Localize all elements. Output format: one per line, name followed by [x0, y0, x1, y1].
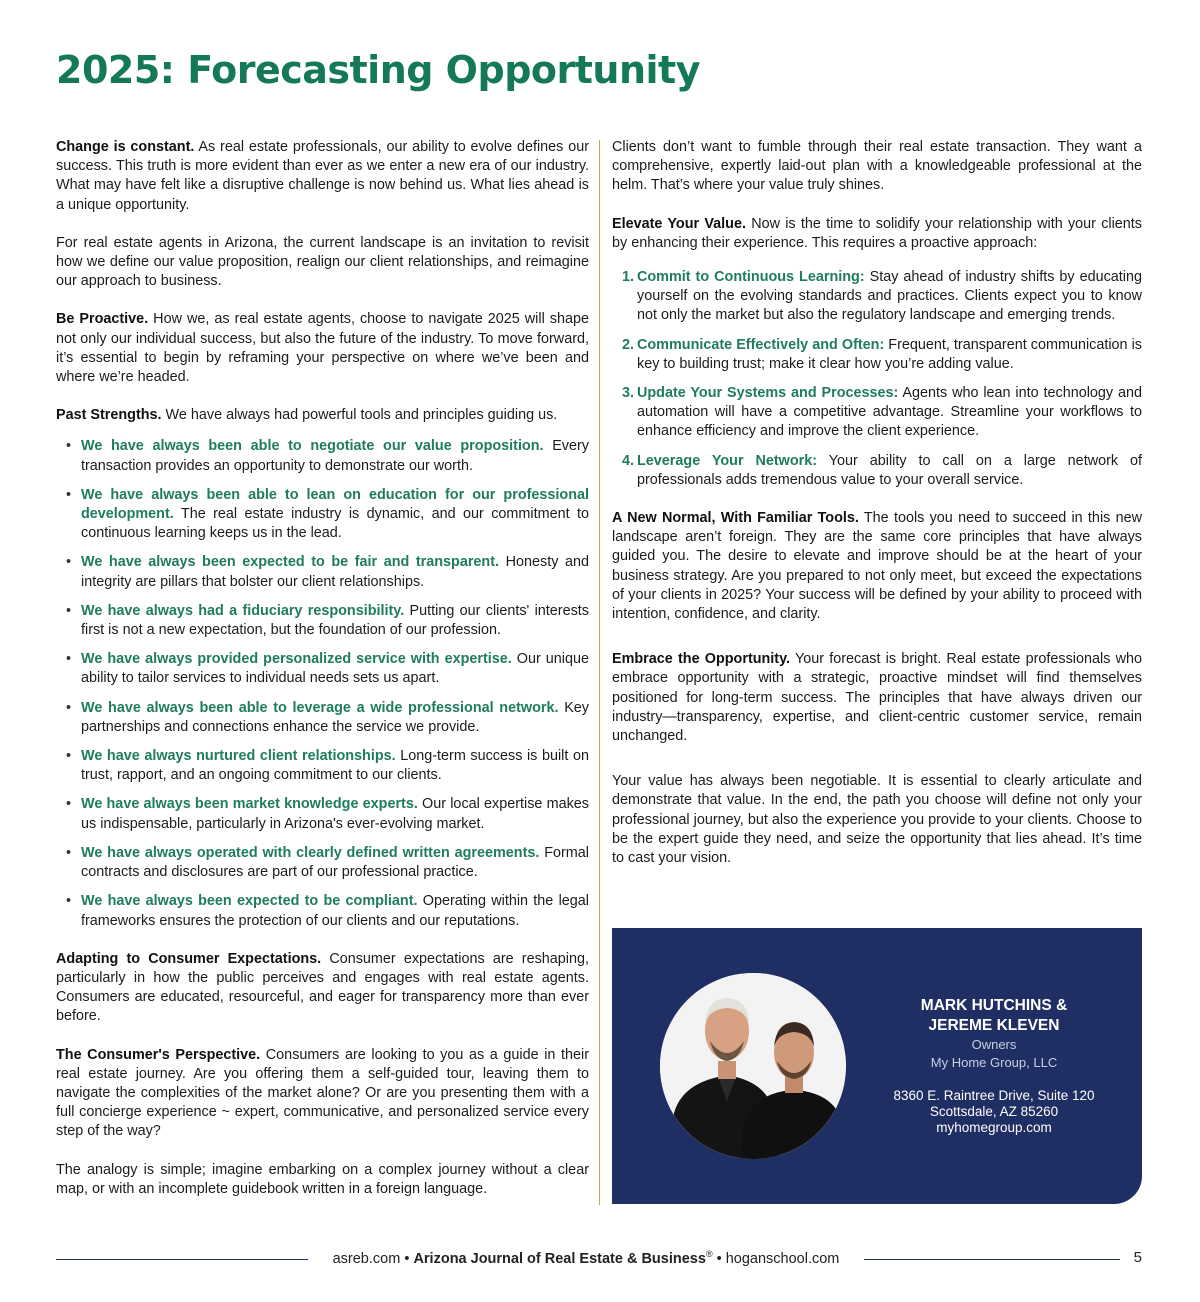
- address-line: 8360 E. Raintree Drive, Suite 120: [893, 1088, 1095, 1103]
- body-text: Your value has always been negotiable. It is essential to clearly articulate and demonstrate that value. In the end, the path you choose will define not only your professional journey, but also the experience you provide to your clients. Choose to be the expert guide they need, and seize the opportunity that lies ahead. It’s time to cast your vision.: [612, 773, 1142, 867]
- list-item-lead: We have always operated with clearly defined written agreements.: [81, 844, 540, 861]
- body-text: As real estate professionals, our ability to evolve defines our success. This truth is more evident than ever as we enter a new era of our industry. What may have felt like a disruptive challenge is now behind us. What lies ahead is a unique opportunity.: [56, 139, 589, 213]
- step-number: 4.: [622, 452, 635, 469]
- list-item-lead: We have always been expected to be fair and transparent.: [81, 554, 500, 571]
- list-item: [81, 747, 589, 785]
- agent-names: [872, 996, 1116, 1036]
- journal-name: Arizona Journal of Real Estate & Business: [413, 1250, 706, 1267]
- list-item-text: Long-term success is built on trust, rapport, and an ongoing commitment to our clients.: [81, 748, 589, 784]
- right-column: [612, 138, 1142, 887]
- list-item-text: Our local expertise makes us indispensable, particularly in Arizona's ever-evolving market.: [81, 796, 590, 832]
- company-name: My Home Group, LLC: [930, 1055, 1058, 1070]
- agent-role: Owners: [971, 1037, 1017, 1052]
- footer-separator: •: [716, 1250, 722, 1267]
- paragraph-elevate-value: [612, 215, 1142, 253]
- list-item-text: The real estate industry is dynamic, and our commitment to continuous learning keeps us in the lead.: [81, 506, 589, 542]
- lead-text: The Consumer's Perspective.: [56, 1046, 261, 1063]
- body-text: For real estate agents in Arizona, the current landscape is an invitation to revisit how we define our value proposition, realign our client relationships, and reimagine our approach to business.: [56, 234, 589, 290]
- body-text: The analogy is simple; imagine embarking on a complex journey without a clear map, or with an incomplete guidebook written in a foreign language.: [56, 1161, 589, 1197]
- list-item-text: Our unique ability to tailor services to individual needs sets us apart.: [81, 651, 589, 687]
- list-item-lead: Leverage Your Network:: [637, 452, 818, 469]
- body-text: Your forecast is bright. Real estate professionals who embrace opportunity with a strategic, proactive mindset will find themselves positioned for long-term success. The principles that have always driven our industry—transparency, expertise, and client-centric customer service, remain unchanged.: [612, 651, 1143, 745]
- list-item-lead: Update Your Systems and Processes:: [637, 385, 899, 402]
- lead-text: A New Normal, With Familiar Tools.: [612, 510, 859, 527]
- agent-card: [612, 928, 1142, 1204]
- paragraph-embrace-opportunity: [612, 650, 1142, 746]
- footer-rule: [864, 1259, 1120, 1260]
- agent-card-details: [872, 996, 1116, 1136]
- paragraph-consumer-perspective: [56, 1046, 589, 1142]
- list-item: [81, 650, 589, 688]
- list-item-lead: We have always provided personalized service with expertise.: [81, 651, 512, 668]
- list-item-lead: We have always had a fiduciary responsibility.: [81, 602, 405, 619]
- footer-site-link[interactable]: hoganschool.com: [725, 1250, 840, 1267]
- page-title: 2025: Forecasting Opportunity: [56, 48, 700, 92]
- paragraph-change-is-constant: [56, 138, 589, 215]
- lead-text: Be Proactive.: [56, 311, 149, 328]
- lead-text: Embrace the Opportunity.: [612, 651, 791, 668]
- list-item-lead: We have always been able to negotiate our value proposition.: [81, 438, 544, 455]
- list-item-lead: Communicate Effectively and Often:: [637, 336, 885, 353]
- strengths-list: [56, 437, 589, 930]
- list-item-text: Every transaction provides an opportunity to demonstrate our worth.: [81, 438, 589, 474]
- step-number: 1.: [622, 269, 635, 286]
- list-item: [81, 795, 589, 833]
- body-text: The tools you need to succeed in this new landscape aren’t foreign. They are the same core principles that have always guided you. The desire to elevate and improve should be at the heart of your business strategy. Are you prepared to not only meet, but exceed the expectations of your clients in 2025? Your success will be defined by your ability to proceed with intention, confidence, and clarity.: [612, 510, 1142, 623]
- body-text: Now is the time to solidify your relationship with your clients by enhancing their experience. This requires a proactive approach:: [612, 215, 1142, 251]
- page-footer: [56, 1248, 1142, 1270]
- list-item-text: Your ability to call on a large network of professionals adds tremendous value to your overall service.: [637, 452, 1142, 488]
- paragraph-past-strengths: [56, 406, 589, 425]
- list-item: [81, 844, 589, 882]
- list-item: [81, 892, 589, 930]
- footer-site-link[interactable]: asreb.com: [332, 1250, 401, 1267]
- steps-list: [612, 268, 1142, 490]
- body-text: How we, as real estate agents, choose to navigate 2025 will shape not only our individual success, but also the future of the industry. To move forward, it’s essential to begin by reframing your perspective on where we’ve been and where we’re headed.: [56, 311, 589, 386]
- list-item: [81, 486, 589, 544]
- paragraph-be-proactive: [56, 310, 589, 387]
- agent-name: JEREME KLEVEN: [928, 1017, 1060, 1034]
- paragraph-your-value: [612, 772, 1142, 868]
- agent-address: [872, 1088, 1116, 1136]
- step-number: 3.: [622, 385, 635, 402]
- list-item-text: Key partnerships and connections enhance the service we provide.: [81, 699, 589, 735]
- footer-rule: [56, 1259, 308, 1260]
- body-text: Consumers are looking to you as a guide in their real estate journey. Are you offering them a self-guided tour, leaving them to navigate the complexities of the market alone? Or are you presenting them with a full concierge experience ~ expert, communicative, and personalized service every step of the way?: [56, 1046, 589, 1140]
- list-item-text: Frequent, transparent communication is key to building trust; make it clear how you’re adding value.: [637, 336, 1142, 372]
- paragraph-clients: [612, 138, 1142, 196]
- list-item-lead: We have always been expected to be compliant.: [81, 893, 418, 910]
- paragraph-analogy: [56, 1161, 589, 1199]
- list-item-text: Honesty and integrity are pillars that bolster our client relationships.: [81, 554, 589, 590]
- paragraph-new-normal: [612, 509, 1142, 624]
- step-number: 2.: [622, 336, 635, 353]
- footer-credits: [318, 1249, 854, 1267]
- list-item-text: Agents who lean into technology and automation will have a competitive advantage. Streamline your workflows to enhance efficiency and improve the client experience.: [637, 385, 1142, 440]
- agents-portrait-illustration: [660, 973, 846, 1159]
- agent-name: MARK HUTCHINS &: [920, 997, 1068, 1014]
- list-item: [622, 452, 1142, 490]
- list-item-lead: We have always been able to lean on education for our professional development.: [81, 486, 589, 523]
- list-item-lead: We have always been able to leverage a wide professional network.: [81, 699, 559, 716]
- paragraph-arizona-agents: [56, 234, 589, 292]
- body-text: Clients don’t want to fumble through their real estate transaction. They want a comprehensive, expertly laid-out plan with a knowledgeable professional at the helm. That’s where your value truly shines.: [612, 139, 1142, 194]
- list-item-text: Stay ahead of industry shifts by educating yourself on the evolving standards and practices. Clients expect you to know not only the market but also the regulatory landscape and emerging trends.: [637, 269, 1142, 324]
- body-text: We have always had powerful tools and principles guiding us.: [161, 407, 558, 424]
- list-item-text: Putting our clients' interests first is not a new expectation, but the foundation of our profession.: [81, 602, 589, 639]
- left-column: [56, 138, 589, 1218]
- list-item: [81, 699, 589, 737]
- paragraph-consumer-expectations: [56, 950, 589, 1027]
- address-line: Scottsdale, AZ 85260: [929, 1104, 1059, 1119]
- footer-separator: •: [404, 1250, 410, 1267]
- body-text: Consumer expectations are reshaping, particularly in how the public perceives and engages with real estate agents. Consumers are educated, resourceful, and eager for transparency more than ever before.: [56, 950, 589, 1025]
- list-item: [81, 602, 589, 640]
- list-item-lead: We have always nurtured client relationships.: [81, 748, 396, 765]
- list-item: [81, 553, 589, 591]
- list-item: [622, 268, 1142, 326]
- registered-mark: ®: [705, 1249, 713, 1259]
- column-divider: [599, 140, 600, 1205]
- list-item: [622, 384, 1142, 442]
- agents-photo: [660, 973, 846, 1159]
- list-item-lead: We have always been market knowledge experts.: [81, 796, 418, 813]
- lead-text: Change is constant.: [56, 139, 195, 155]
- lead-text: Past Strengths.: [56, 407, 162, 424]
- list-item: [81, 437, 589, 475]
- list-item-text: Formal contracts and disclosures are part of our professional practice.: [81, 844, 589, 881]
- lead-text: Adapting to Consumer Expectations.: [56, 950, 322, 967]
- page-number: 5: [1133, 1249, 1142, 1266]
- list-item-text: Operating within the legal frameworks ensures the protection of our clients and our reputations.: [81, 893, 589, 929]
- agent-website: myhomegroup.com: [936, 1120, 1052, 1135]
- lead-text: Elevate Your Value.: [612, 215, 746, 232]
- list-item-lead: Commit to Continuous Learning:: [637, 269, 865, 286]
- list-item: [622, 336, 1142, 374]
